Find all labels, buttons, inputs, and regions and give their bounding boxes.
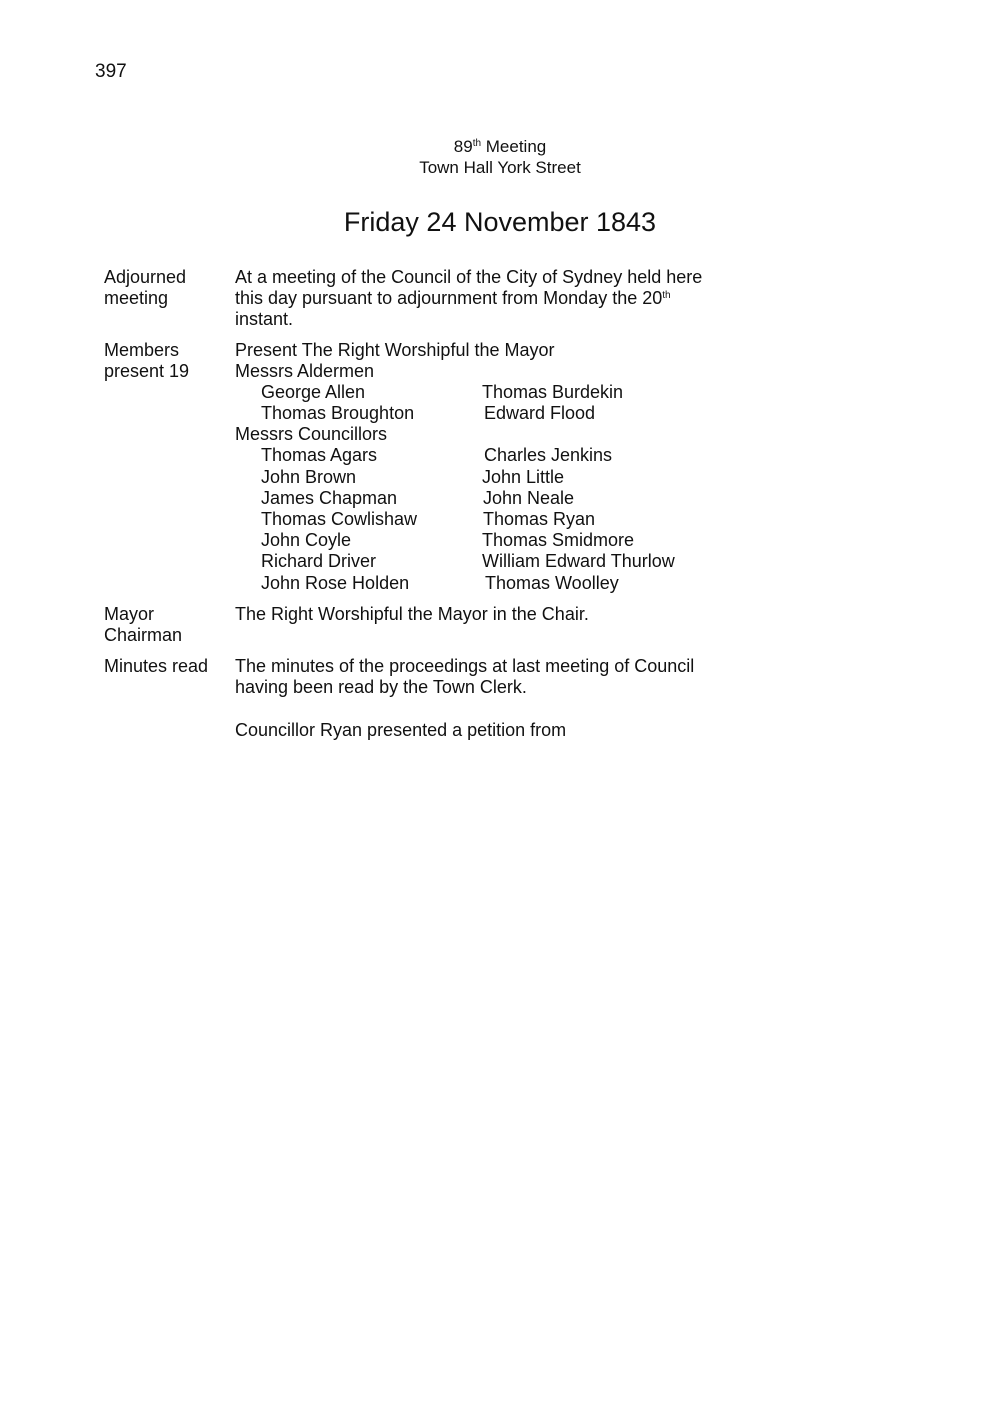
councillor-name: Thomas Woolley xyxy=(485,573,619,593)
meeting-number-suffix: th xyxy=(472,138,482,149)
present-line: Present The Right Worshipful the Mayor xyxy=(235,340,555,360)
margin-note-chairman: Chairman xyxy=(104,625,183,645)
minutes-text-line: having been read by the Town Clerk. xyxy=(235,677,527,697)
meeting-number xyxy=(0,137,1000,157)
councillor-name: James Chapman xyxy=(261,488,398,508)
margin-note-present-count: present 19 xyxy=(104,361,190,381)
councillor-name: Thomas Ryan xyxy=(483,509,596,529)
councillor-name: Thomas Smidmore xyxy=(482,530,635,550)
page-title: Friday 24 November 1843 xyxy=(343,207,657,237)
councillor-name: John Rose Holden xyxy=(261,573,410,593)
alderman-name: Thomas Broughton xyxy=(261,403,415,423)
chair-text: The Right Worshipful the Mayor in the Chair. xyxy=(235,604,589,624)
margin-note-members: Members xyxy=(104,340,180,360)
adjourned-text-part: this day pursuant to adjournment from Monday the 20 xyxy=(235,288,663,308)
margin-note-adjourned: Adjourned xyxy=(104,267,187,287)
councillor-name: Thomas Cowlishaw xyxy=(261,509,418,529)
councillor-name: John Little xyxy=(482,467,565,487)
councillor-name: John Neale xyxy=(483,488,575,508)
councillor-name: Charles Jenkins xyxy=(484,445,613,465)
margin-note-meeting: meeting xyxy=(104,288,169,308)
aldermen-heading: Messrs Aldermen xyxy=(235,361,375,381)
margin-note-minutes: Minutes read xyxy=(104,656,209,676)
margin-note-mayor: Mayor xyxy=(104,604,155,624)
councillors-heading: Messrs Councillors xyxy=(235,424,388,444)
adjourned-text-line xyxy=(235,288,671,309)
page-number: 397 xyxy=(95,61,127,82)
meeting-number-value: 89 xyxy=(453,137,473,156)
minutes-text-line: The minutes of the proceedings at last meeting of Council xyxy=(235,656,695,676)
councillor-name: William Edward Thurlow xyxy=(482,551,675,571)
alderman-name: Edward Flood xyxy=(484,403,596,423)
adjourned-text-line: At a meeting of the Council of the City of Sydney held here xyxy=(235,267,703,287)
adjourned-text-line: instant. xyxy=(235,309,294,329)
councillor-name: John Coyle xyxy=(261,530,352,550)
councillor-name: Thomas Agars xyxy=(261,445,378,465)
meeting-word: Meeting xyxy=(481,137,547,156)
councillor-name: Richard Driver xyxy=(261,551,377,571)
alderman-name: George Allen xyxy=(261,382,366,402)
councillor-name: John Brown xyxy=(261,467,357,487)
alderman-name: Thomas Burdekin xyxy=(482,382,624,402)
meeting-location: Town Hall York Street xyxy=(419,158,581,177)
ordinal-suffix: th xyxy=(662,290,671,301)
petition-text: Councillor Ryan presented a petition from xyxy=(235,720,567,740)
